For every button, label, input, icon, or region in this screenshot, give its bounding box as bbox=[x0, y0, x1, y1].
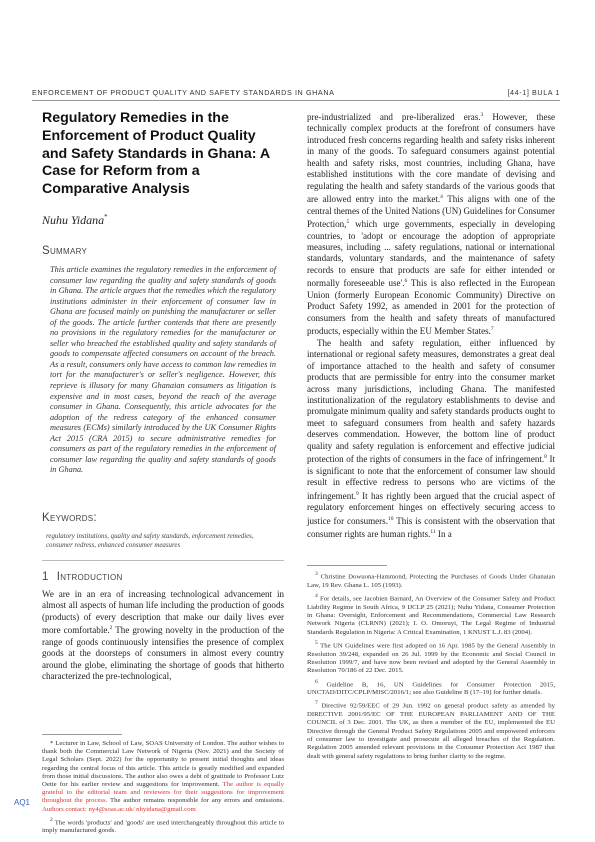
header-rule bbox=[32, 100, 560, 101]
footnote-3: $^3$ Christine Dowuona-Hammond, Protecting the Purchases of Goods Under Ghanaian Law, 19 Rev. Ghana L. 105 (1993). bbox=[307, 571, 555, 589]
author-footnote-mark[interactable]: * bbox=[104, 212, 108, 221]
author-line bbox=[42, 213, 284, 228]
footnote-ref[interactable]: 7 bbox=[490, 326, 494, 333]
footnote-ref[interactable]: 2 bbox=[109, 625, 113, 632]
author-query-tag[interactable]: AQ1 bbox=[14, 798, 31, 807]
keywords-divider bbox=[42, 560, 284, 561]
intro-paragraph: We are in an era of increasing technological advancement in almost all aspects of human life including the production of goods (products) of every description that make our daily lives ever more comfortable.$^2$ The growing novelty in the production of the range of goods continuously intensifies the presence of complex goods at the doorsteps of consumers in almost every country around the globe, eliminating the shortage of goods that hitherto characterized the pre-technological, bbox=[42, 588, 284, 682]
footnote-2: $^2$ The words 'products' and 'goods' are used interchangeably throughout this article to imply manufactured goods. bbox=[42, 816, 284, 835]
running-head bbox=[32, 88, 560, 97]
left-column bbox=[42, 110, 284, 683]
keywords-heading: Keywords: bbox=[42, 511, 97, 524]
right-column bbox=[307, 110, 555, 540]
footnote-ref[interactable]: 3 bbox=[480, 112, 484, 118]
summary-text: This article examines the regulatory remedies in the enforcement of consumer law regarding the quality and safety standards of goods in Ghana. The article argues that the remedies which the regulatory institutions administer in their enforcement of consumer law in Ghana are focused mainly on punishing the manufacturer or seller of the goods. The article further contends that there are presently no provisions in the regulatory remedies for the manufacturer or seller who breached the established quality and safety standards of goods to compensate affected consumers on account of the breach. As a result, consumers only have access to common law remedies in tort for the manufacturer's or seller's negligence. However, this reprieve is illusory for many Ghanaian consumers as litigation is expensive and in most cases, beyond the reach of the average consumer in Ghana. Consequently, this article advocates for the adoption of the redress category of the enhanced consumer measures (ECMs) similarly introduced by the UK Consumer Rights Act 2015 (CRA 2015) to secure administrative remedies for consumers as part of the regulatory remedies in the enforcement of consumer law regarding the quality and safety standards of goods in Ghana. bbox=[50, 264, 276, 475]
footnote-rule-left bbox=[42, 734, 122, 735]
running-title: ENFORCEMENT OF PRODUCT QUALITY AND SAFETY STANDARDS IN GHANA bbox=[32, 88, 335, 97]
keywords-list: regulatory institutions, quality and safety standards, enforcement remedies, consumer redress, enhanced consumer measures bbox=[46, 532, 254, 549]
section-number: 1 bbox=[42, 570, 49, 583]
footnote-ref[interactable]: 11 bbox=[430, 528, 436, 535]
introduction-heading bbox=[42, 571, 284, 583]
section-title: Introduction bbox=[56, 570, 123, 583]
tracked-change-text: The author is equally grateful to the editorial team and reviewers for their suggestions for improvement throughout the process. bbox=[42, 781, 284, 805]
footnote-author: * Lecturer in Law, School of Law, SOAS University of London. The author wishes to thank both the Commercial Law Network of Nigeria (Nov. 2021) and the Society of Legal Scholars (Sept. 2022) for the opportunity to present initial thoughts and ideas regarding the central focus of this article. This article is greatly modified and expanded from those initial discussions. The author also owes a debt of gratitude to Professor Lutz Oette for his earlier review and suggestions for improvement. The author is equally grateful to the editorial team and reviewers for their suggestions for improvement throughout the process. The author remains responsible for any errors and omissions. Authors contact: ny4@soas.ac.uk/ nhyidana@gmail.com bbox=[42, 740, 284, 813]
footnotes-left bbox=[42, 740, 284, 837]
footnote-ref[interactable]: 5 bbox=[346, 219, 350, 226]
body-paragraph-1: pre-industrialized and pre-liberalized eras.$^3$ However, these technically complex products at the forefront of consumers have introduced fresh concerns regarding health and safety risks inherent in many of the goods. To safeguard consumers against potential health and safety risks, most countries, including Ghana, have established institutions with the core mandate of devising and regulating the health and safety standards of the various goods that are allowed entry into the market.$^4$ This aligns with one of the central themes of the United Nations (UN) Guidelines for Consumer Protection,$^5$ which urge governments, especially in developing countries, to 'adopt or encourage the adoption of appropriate measures, including ... safety regulations, national or international standards, voluntary standards, and the maintenance of safety records to ensure that products are safe for either intended or normally foreseeable use'.$^6$ This is also reflected in the European Union (formerly European Economic Community) Directive on Product Safety 1992, as amended in 2001 for the protection of consumers from the health and safety threats of manufactured products, especially within the EU Member States.$^7$ bbox=[307, 112, 556, 337]
author-name: Nuhu Yidana bbox=[42, 212, 105, 227]
summary-heading: Summary bbox=[42, 244, 88, 257]
footnote-ref[interactable]: 9 bbox=[356, 490, 359, 497]
footnotes-right bbox=[307, 570, 555, 763]
journal-volume-label: [44-1] BULA 1 bbox=[507, 88, 560, 97]
footnote-ref[interactable]: 10 bbox=[387, 515, 394, 522]
article-title: Regulatory Remedies in the Enforcement of Product Quality and Safety Standards in Ghana: A Case for Reform from a Comparative Analysis bbox=[42, 110, 270, 198]
footnote-ref[interactable]: 8 bbox=[544, 454, 547, 461]
footnote-7: $^7$ Directive 92/59/EEC of 29 Jun. 1992 on general product safety as amended by DIRECTIVE 2001/95/EC OF THE EUROPEAN PARLIAMENT AND OF THE COUNCIL of 3 Dec. 2001. The UK, as then a member of the EU, implemented the EU Directive through the General Product Safety Regulations 2005 and empowered enforcers of consumer law to investigate and prosecute all alleged breaches of the Regulation. Regulation 2005 amended relevant provisions in the Consumer Protection Act 1987 that dealt with general safety regulations to bring further clarity to the regime. bbox=[307, 700, 555, 760]
footnote-rule-right bbox=[307, 565, 387, 566]
footnote-4: $^4$ For details, see Jacobien Barnard, An Overview of the Consumer Safety and Product Liability Regime in South Africa, 9 IJCLP 25 (2021); Nuhu Yidana, Consumer Protection in Ghana: Oversight, Enforcement and Recommendations, Commercial Law Research Network Nigeria (CLRNN) (2021); I. O. Omoruyi, The Legal Regime of Industrial Standards Regulation in Nigeria: A Critical Examination, 1 KNUST L.J. 83 (2004). bbox=[307, 592, 555, 636]
footnote-6: $^6$ Guideline B, 16, UN Guidelines for Consumer Protection 2015, UNCTAD/DITC/CPLP/MISC/2016/1; see also Guideline B (17–19) for further details. bbox=[307, 678, 556, 697]
footnote-ref[interactable]: 6 bbox=[404, 278, 408, 285]
footnote-ref[interactable]: 4 bbox=[440, 194, 443, 201]
body-paragraph-2: The health and safety regulation, either influenced by international or regional safety measures, demonstrates a great deal of importance attached to the health and safety of consumer products that are permissible for entry into the consumer market across many jurisdictions, including Ghana. The manifested institutionalization of the regulatory establishments to devise and promulgate minimum quality and safety standards products ought to meet to safeguard consumers from health and safety hazards deserves commendation. However, the bottom line of product quality and safety regulation is enforcement and effective judicial protection of the rights of consumers in the face of infringement.$^8$ It is significant to note that the enforcement of consumer law should result in effective redress to persons who are victims of the infringement.$^9$ It has rightly been argued that the crucial aspect of regulatory enforcement hinges on effectively securing access to justice for consumers.$^{10}$ This is consistent with the observation that consumer rights are human rights.$^{11}$ In a bbox=[307, 337, 555, 539]
author-contact-link[interactable]: Authors contact: ny4@soas.ac.uk/ nhyidana@gmail.com bbox=[42, 805, 196, 813]
footnote-5: $^5$ The UN Guidelines were first adopted on 16 Apr. 1985 by the General Assembly in Resolution 39/248, expanded on 26 Jul. 1999 by the Economic and Social Council in Resolution 1999/7, and have now been revised and adopted by the General Assembly in Resolution 70/186 of 22 Dec. 2015. bbox=[307, 639, 555, 675]
